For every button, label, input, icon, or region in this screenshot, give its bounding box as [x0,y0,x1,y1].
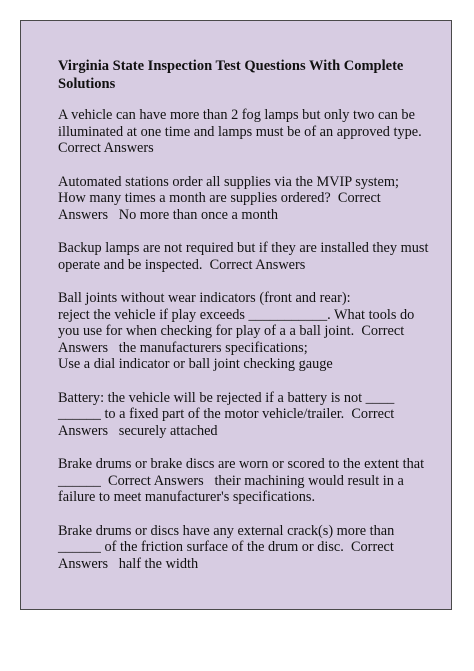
qa-entry-brake-cracks [58,523,428,573]
text-line: reject the vehicle if play exceeds ___________. What tools do [58,306,415,323]
text-line: ______ to a fixed part of the motor vehicle/trailer. Correct [58,406,395,422]
qa-entry-supplies [58,174,428,224]
text-line: Correct Answers [58,140,154,156]
text-line: Answers the manufacturers specifications; [58,339,308,356]
qa-entry-brake-wear [58,456,428,506]
qa-entry-battery [58,390,428,440]
text-line: you use for when checking for play of a a ball joint. Correct [58,323,405,339]
title-line: Solutions [58,76,116,92]
document-page [20,20,452,610]
text-line: ______ of the friction surface of the drum or disc. Correct [58,539,394,555]
text-line: Ball joints without wear indicators (front and rear): [58,290,351,306]
text-line: Battery: the vehicle will be rejected if a battery is not ____ [58,389,395,406]
text-line: Brake drums or discs have any external crack(s) more than [58,522,395,539]
text-line: ______ Correct Answers their machining would result in a [58,472,404,489]
text-line: How many times a month are supplies ordered? Correct [58,190,381,206]
text-line: Automated stations order all supplies via the MVIP system; [58,173,399,190]
text-line: Brake drums or brake discs are worn or scored to the extent that [58,456,425,472]
qa-entry-backup-lamps [58,240,428,273]
text-line: A vehicle can have more than 2 fog lamps but only two can be [58,107,415,123]
qa-entry-fog-lamps [58,107,428,157]
text-line: operate and be inspected. Correct Answers [58,256,306,273]
text-line: Use a dial indicator or ball joint checking gauge [58,356,333,372]
text-line: Backup lamps are not required but if they are installed they must [58,240,429,256]
title-line: Virginia State Inspection Test Questions With Complete [58,58,404,74]
qa-entry-ball-joints [58,290,428,373]
document-content [58,57,428,589]
text-line: Answers No more than once a month [58,206,278,223]
document-title [58,57,428,93]
text-line: illuminated at one time and lamps must be of an approved type. [58,123,422,140]
text-line: Answers half the width [58,555,199,572]
text-line: failure to meet manufacturer's specifications. [58,489,316,505]
text-line: Answers securely attached [58,422,218,439]
